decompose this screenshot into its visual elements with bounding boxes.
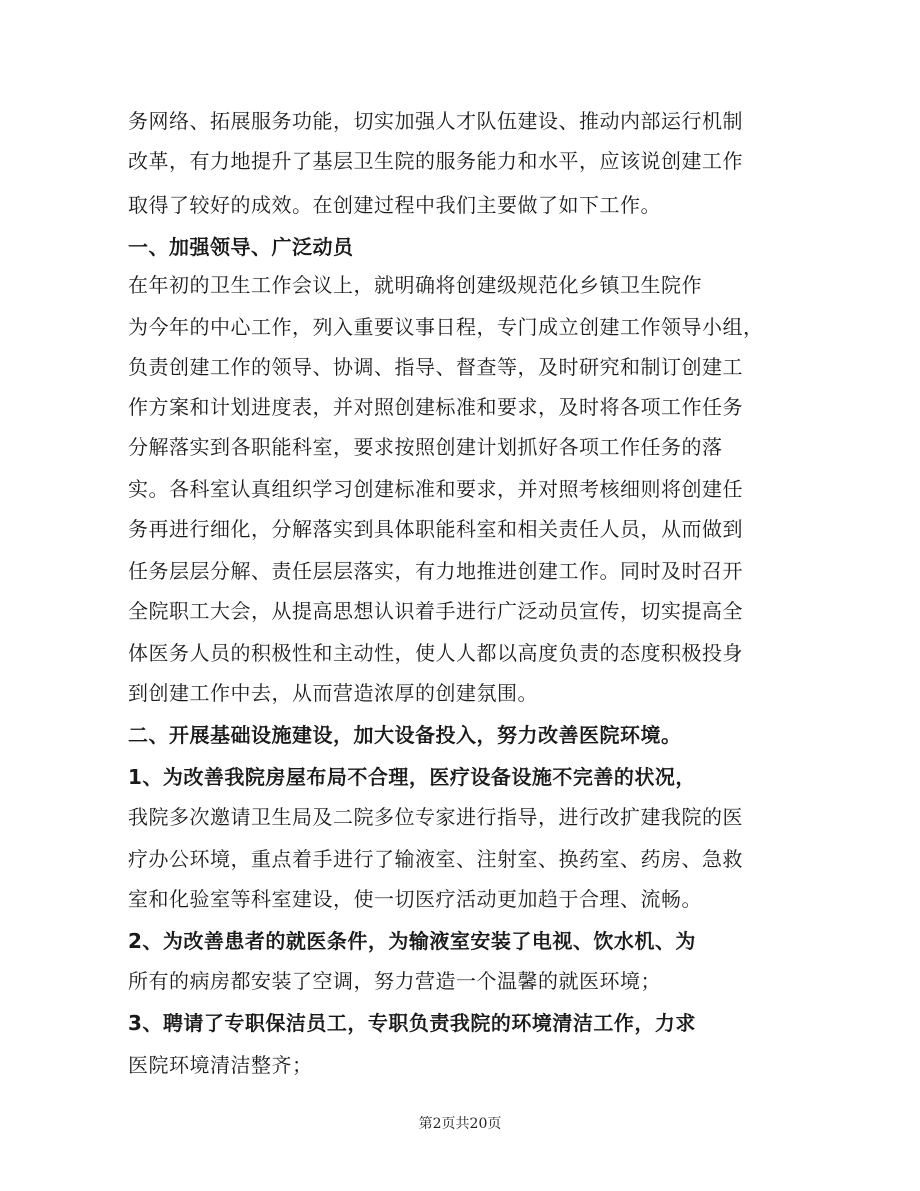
paragraph-line: 任务层层分解、责任层层落实，有力地推进创建工作。同时及时召开 xyxy=(128,559,743,583)
paragraph-line: 作方案和计划进度表，并对照创建标准和要求，及时将各项工作任务 xyxy=(128,395,743,419)
paragraph-line: 医院环境清洁整齐； xyxy=(128,1053,313,1077)
paragraph-line: 室和化验室等科室建设，使一切医疗活动更加趋于合理、流畅。 xyxy=(128,887,702,911)
paragraph-line: 在年初的卫生工作会议上，就明确将创建级规范化乡镇卫生院作 xyxy=(128,273,702,297)
paragraph-line: 务网络、拓展服务功能，切实加强人才队伍建设、推动内部运行机制 xyxy=(128,109,743,133)
paragraph-line: 体医务人员的积极性和主动性，使人人都以高度负责的态度积极投身 xyxy=(128,641,743,665)
paragraph-line: 全院职工大会，从提高思想认识着手进行广泛动员宣传，切实提高全 xyxy=(128,599,743,623)
paragraph-line: 我院多次邀请卫生局及二院多位专家进行指导，进行改扩建我院的医 xyxy=(128,805,743,829)
section-heading: 1、为改善我院房屋布局不合理，医疗设备设施不完善的状况， xyxy=(128,765,696,789)
paragraph-line: 取得了较好的成效。在创建过程中我们主要做了如下工作。 xyxy=(128,193,661,217)
paragraph-line: 疗办公环境，重点着手进行了输液室、注射室、换药室、药房、急救 xyxy=(128,847,743,871)
section-heading: 2、为改善患者的就医条件，为输液室安装了电视、饮水机、为 xyxy=(128,929,696,953)
paragraph-line: 务再进行细化，分解落实到具体职能科室和相关责任人员，从而做到 xyxy=(128,517,743,541)
paragraph-line: 为今年的中心工作，列入重要议事日程，专门成立创建工作领导小组， xyxy=(128,315,764,339)
paragraph-line: 改革，有力地提升了基层卫生院的服务能力和水平，应该说创建工作 xyxy=(128,149,743,173)
paragraph-line: 到创建工作中去，从而营造浓厚的创建氛围。 xyxy=(128,681,538,705)
paragraph-line: 分解落实到各职能科室，要求按照创建计划抓好各项工作任务的落 xyxy=(128,435,723,459)
paragraph-line: 负责创建工作的领导、协调、指导、督查等，及时研究和制订创建工 xyxy=(128,355,743,379)
section-heading: 二、开展基础设施建设，加大设备投入，努力改善医院环境。 xyxy=(128,723,682,747)
paragraph-line: 所有的病房都安装了空调，努力营造一个温馨的就医环境； xyxy=(128,969,661,993)
section-heading: 3、聘请了专职保洁员工，专职负责我院的环境清洁工作，力求 xyxy=(128,1011,696,1035)
paragraph-line: 实。各科室认真组织学习创建标准和要求，并对照考核细则将创建任 xyxy=(128,477,743,501)
section-heading: 一、加强领导、广泛动员 xyxy=(128,235,354,259)
page-footer: 第2页共20页 xyxy=(418,1116,502,1132)
